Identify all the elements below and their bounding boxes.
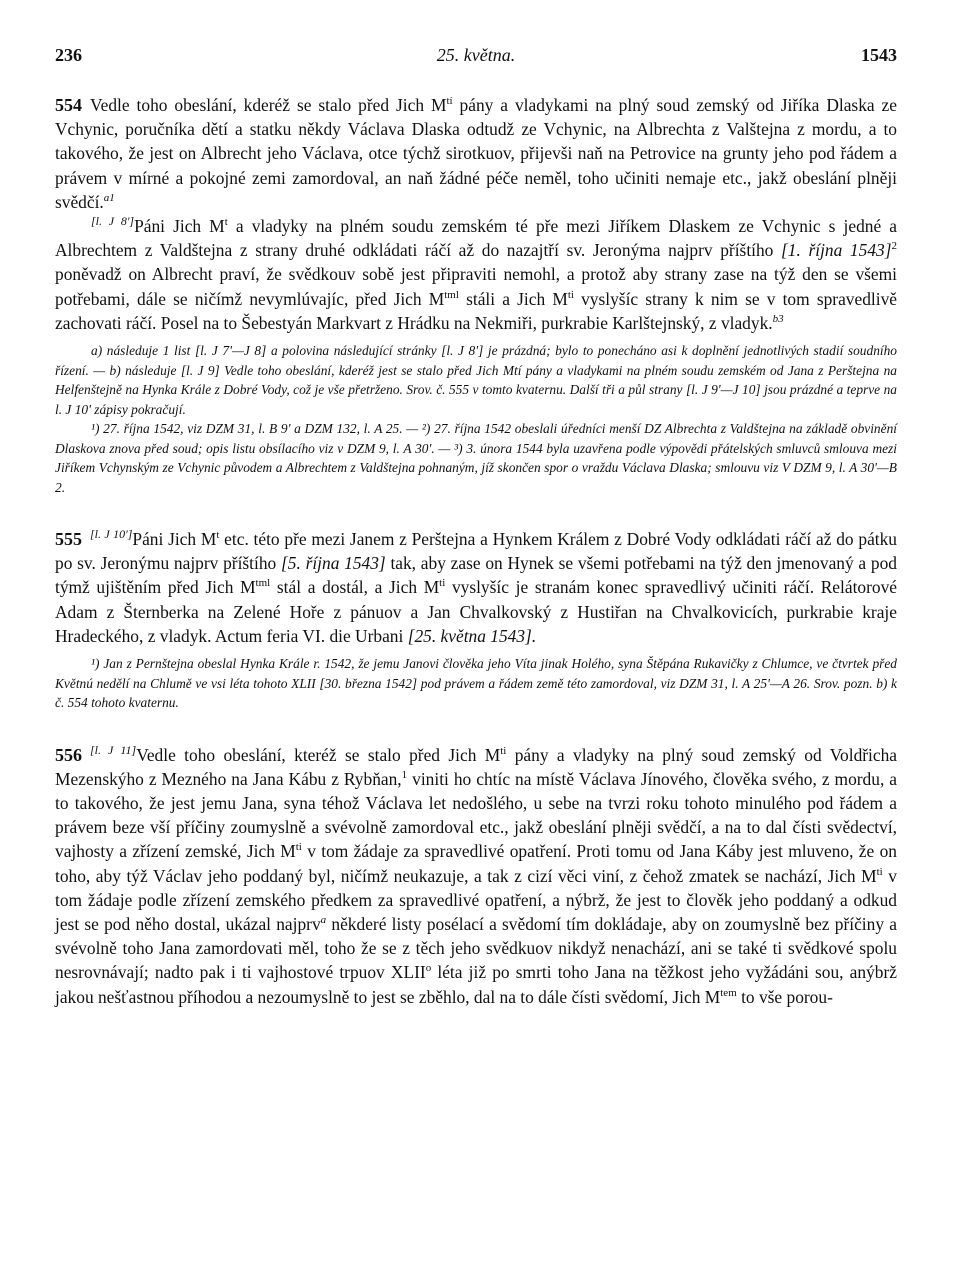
entry-number: 555 bbox=[55, 529, 82, 550]
footnote: a) následuje 1 list [l. J 7'—J 8] a polovina následující stránky [l. J 8'] je prázdná; bylo to ponecháno asi k doplnění jednotlivých stadií soudního řízení. — b) následuje [l. J 9] Vedle toho obeslání, kderéž jest se stalo před Jich Mtí pány a vladykami na plném soudu zemském od Jana z Perštejna na Helfenštejně na Hynka Krále z Dobré Vody, což je vše přetrženo. Srov. č. 555 v tomto kvaternu. Další tři a půl strany [l. J 9'—J 10] jsou prázdné a teprve na l. J 10' zápisy pokračují. bbox=[55, 343, 897, 417]
entry-554-verdict: [l. J 8']Páni Jich $M^t$ a vladyky na plném soudu zemském té pře mezi Jiříkem Dlaskem ze Vchynic s jedné a Albrechtem z Valdštejna z strany druhé odkládati ráčí až do nazajtří sv. Jeronýma najprv příštího [1. října 1543]$^2$ poněvadž on Albrecht praví, že svědkouv sobě jest připraviti nemohl, a protož aby strany zase na týž den se všemi potřebami, dále se ničímž nevymlúvajíc, před Jich $M^{tml}$ stáli a Jich $M^{ti}$ vyslyšíc strany k nim se v tom spravedlivě zachovati ráčí. Posel na to Šebestyán Markvart z Hrádku na Nekmiři, purkrabie Karlštejnský, z vladyk.$^{b3}$ bbox=[55, 214, 897, 333]
entry-555-text: 555 [l. J 10']Páni Jich $M^t$ etc. této pře mezi Janem z Perštejna a Hynkem Králem z Dobré Vody odkládati ráčí až do pátku po sv. Jeronýmu najprv příštího [5. října 1543] tak, aby zase on Hynek se všemi potřebami na týž den jmenovaný a pod týmž ujištěním před Jich $M^{tml}$ stál a dostál, a Jich $M^{ti}$ vyslyšíc je stranám konec spravedlivý učiniti ráčí. Relátorové Adam z Šternberka na Zelené Hoře z pánuov a Jan Chvalkovský z Hustiřan na Chvalkovicích, purkrabie kraje Hradeckého, z vladyk. Actum feria VI. die Urbani [25. května 1543]. bbox=[55, 527, 898, 646]
entry-number: 554 bbox=[55, 95, 82, 115]
running-title: 25. května. bbox=[436, 45, 516, 65]
entry-556 bbox=[55, 743, 897, 1009]
entry-554-text: 554 Vedle toho obeslání, kderéž se stalo před Jich $M^{tí}$ pány a vladykami na plný soud zemský od Jiříka Dlaska ze Vchynic, poručníka dětí a statku někdy Václava Dlaska odtudž ze Vchynic, na Albrechta z Valštejna z mordu, a to takového, že jest on Albrecht jeho Václava, otce týchž sirotkuov, přijevši naň na Petrovice na grunty jeho pod řádem a právem v mírné a pokojné zemi zamordoval, an naň žádné péče neměl, toho učiniti nemaje etc., jakž obeslání plněji svědčí.$^{a1}$ bbox=[55, 95, 897, 212]
folio-ref: [l. J 10'] bbox=[90, 527, 133, 542]
entry-556-text: 556 [l. J 11]Vedle toho obeslání, kteréž se stalo před Jich $M^{ti}$ pány a vladyky na plný soud zemský od Voldřicha Mezenskýho z Mezného na Jana Kábu z Rybňan,$^1$ viniti ho chtíc na místě Václava Jínového, člověka svého, z mordu, a to takového, že jest jemu Jana, syna téhož Václava let nedošlého, u sebe na tvrzi roku tohoto minulého pod řádem a právem beze vší příčiny zoumyslně a svévolně zamordoval etc., jakž obeslání plněji svědčí, a na to dal čísti svědectví, vajhosty a zřízení zemské, Jich $M^{ti}$ v tom žádaje za spravedlivé opatření. Proti tomu od Jana Káby jest mluveno, že on toho, aby týž Václav jeho poddaný byl, ničímž neukazuje, a tak z cizí věci viní, z čehož zmatek se nachází, Jich $M^{ti}$ v tom žádaje podle zřízení zemského předkem za spravedlivé opatření, a nýbrž, že jest to člověk jeho poddaný a odkud jest se pod něho dostal, ukázal najprv$^a$ někderé listy posélací a svědomí tím dokládaje, aby on zoumyslně bez příčiny a svévolně toho Jana zamordovati měl, toho že se z těch jeho svědkuov nikdyž nenachází, ani se také ti svědkové spolu nesrovnávají; nadto pak i ti vajhostové trpuov XLII$^o$ léta již po smrti toho Jana na těžkost jeho vyžádáni sou, anýbrž jakou nešťastnou příhodou a nezoumyslně to jest se zběhlo, dal na to dále čísti svědomí, Jich $M^{tem}$ to vše porou- bbox=[55, 742, 898, 1007]
entry-554 bbox=[55, 93, 897, 497]
folio-ref: [l. J 11] bbox=[90, 742, 137, 757]
footnotes-555 bbox=[55, 654, 897, 713]
year: 1543 bbox=[861, 45, 897, 65]
entry-number: 556 bbox=[55, 744, 82, 765]
footnote: ¹) Jan z Pernštejna obeslal Hynka Krále r. 1542, že jemu Janovi člověka jeho Víta jinak Holého, syna Štěpána Rukavičky z Chlumce, ve čtvrtek před Květnú nedělí na Chlumě ve vsi léta tohoto XLII [30. března 1542] pod právem a řádem země této zamordoval, viz DZM 31, l. A 25'—A 26. Srov. pozn. b) k č. 554 tohoto kvaternu. bbox=[55, 656, 897, 711]
page bbox=[55, 45, 897, 1009]
page-number: 236 bbox=[55, 45, 82, 65]
running-header bbox=[55, 45, 897, 75]
entry-555 bbox=[55, 527, 897, 713]
footnotes-554 bbox=[55, 341, 897, 497]
folio-ref: [l. J 8'] bbox=[91, 214, 135, 229]
footnote: ¹) 27. října 1542, viz DZM 31, l. B 9' a DZM 132, l. A 25. — ²) 27. října 1542 obeslali úředníci menší DZ Albrechta z Valdštejna na základě obvinění Dlaskova znova před soud; opis listu obsílacího viz v DZM 9, l. A 30'. — ³) 3. února 1544 byla uzavřena podle výpovědi přátelských smluvců smlouva mezi Jiříkem Vchynským ze Vchynic původem a Albrechtem z Valdštejna pohnaným, jíž skončen spor o vraždu Václava Dlaska; smlouvu viz V DZM 9, l. A 30'—B 2. bbox=[55, 421, 897, 495]
